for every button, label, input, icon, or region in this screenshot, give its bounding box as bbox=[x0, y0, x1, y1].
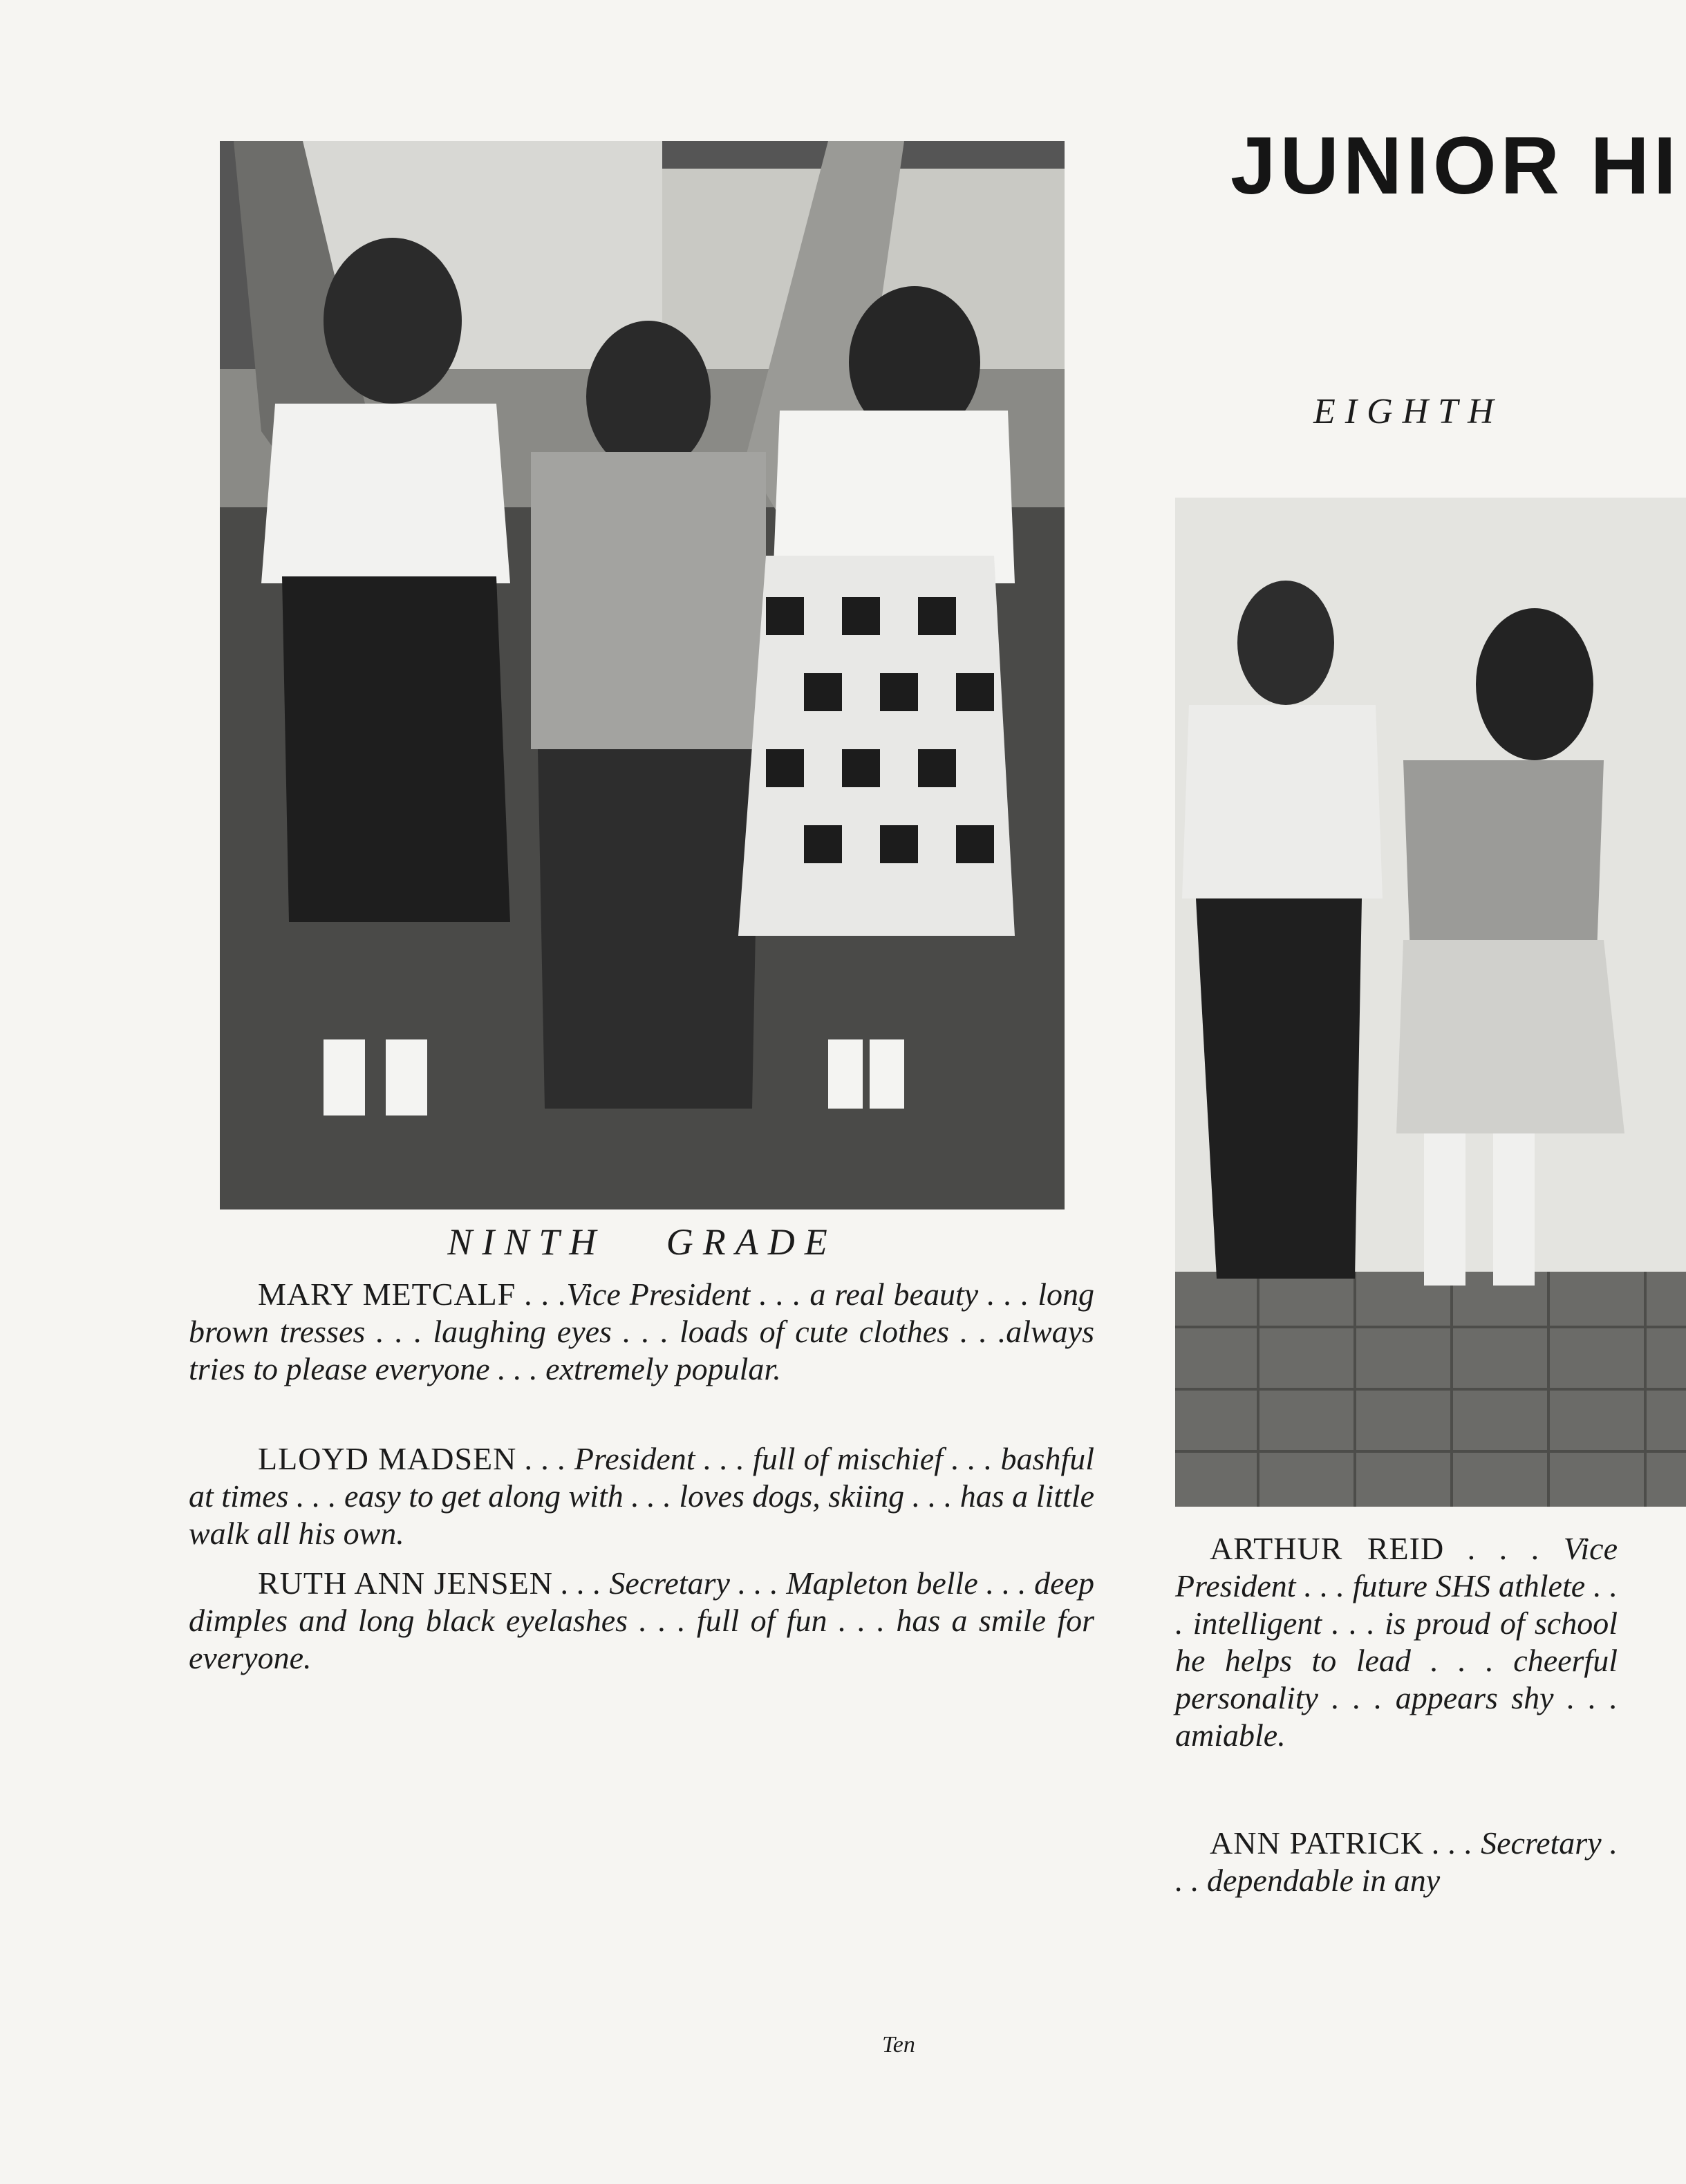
officer-name: MARY METCALF bbox=[258, 1277, 516, 1312]
officer-bio-ann-patrick bbox=[1175, 1825, 1618, 1899]
officer-bio-lloyd-madsen bbox=[189, 1440, 1094, 1552]
page-heading: JUNIOR HI bbox=[1230, 120, 1680, 211]
officer-name: ARTHUR REID bbox=[1210, 1531, 1445, 1566]
officer-bio-ruth-ann-jensen bbox=[189, 1565, 1094, 1677]
officer-description: . . . Vice President . . . future SHS athlete . . . intelligent . . . is proud of school he helps to lead . . . cheerful personality . . . appears shy . . . amiable. bbox=[1175, 1531, 1618, 1753]
eighth-grade-subheading: EIGHTH bbox=[1313, 392, 1504, 431]
ninth-grade-officers-photo bbox=[220, 141, 1065, 1209]
officer-description: . . .Vice President . . . a real beauty . . . long brown tresses . . . laughing eyes . . . loads of cute clothes . . .always tries to please everyone . . . extremely popular. bbox=[189, 1277, 1094, 1386]
eighth-grade-officers-photo bbox=[1175, 498, 1686, 1507]
officer-description: . . . Secretary . . . dependable in any bbox=[1175, 1825, 1618, 1898]
officer-description: . . . President . . . full of mischief . . . bashful at times . . . easy to get along with . . . loves dogs, skiing . . . has a little walk all his own. bbox=[189, 1441, 1095, 1551]
officer-name: ANN PATRICK bbox=[1210, 1825, 1425, 1861]
officer-name: RUTH ANN JENSEN bbox=[258, 1565, 553, 1601]
officer-bio-mary-metcalf bbox=[189, 1276, 1094, 1388]
officer-name: LLOYD MADSEN bbox=[258, 1441, 517, 1476]
officer-description: . . . Secretary . . . Mapleton belle . . . deep dimples and long black eyelashes . . . full of fun . . . has a smile for everyone. bbox=[189, 1565, 1094, 1675]
ninth-grade-title: NINTH GRADE bbox=[447, 1221, 837, 1263]
page-number: Ten bbox=[882, 2032, 915, 2058]
officer-bio-arthur-reid bbox=[1175, 1530, 1618, 1754]
